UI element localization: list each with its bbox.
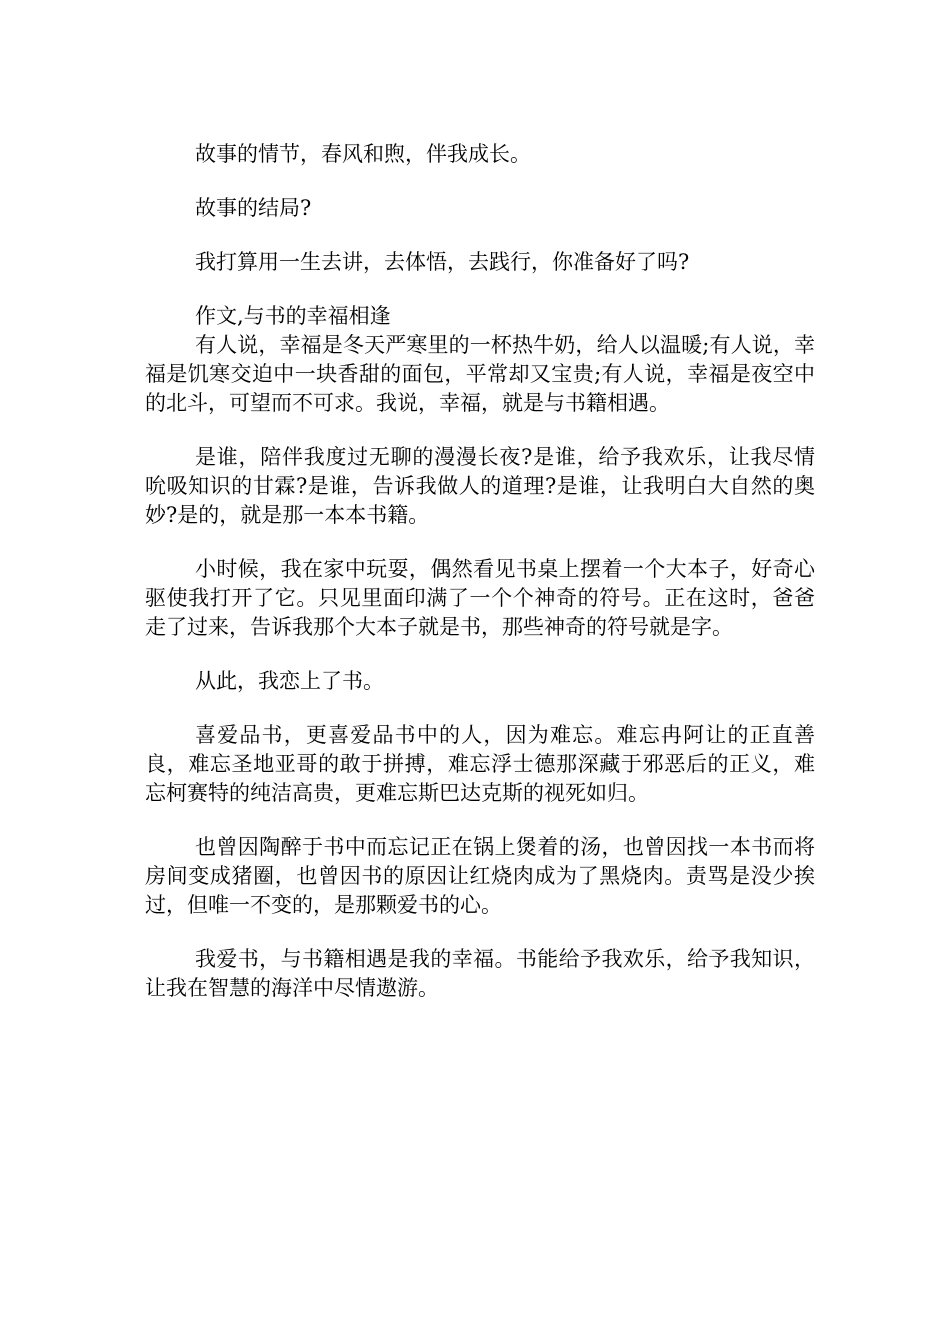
essay-title: 作文,与书的幸福相逢: [195, 304, 391, 328]
paragraph-childhood: 小时候，我在家中玩耍，偶然看见书桌上摆着一个大本子，好奇心驱使我打开了它。只见里面印满了一个个神奇的符号。正在这时，爸爸走了过来，告诉我那个大本子就是书，那些神奇的符号就是字。: [145, 557, 815, 639]
paragraph-story-plot: 故事的情节，春风和煦，伴我成长。: [195, 142, 531, 166]
paragraph-fell-in-love: 从此，我恋上了书。: [195, 669, 384, 693]
paragraph-anecdotes: 也曾因陶醉于书中而忘记正在锅上煲着的汤，也曾因找一本书而将房间变成猪圈，也曾因书的原因让红烧肉成为了黑烧肉。责骂是没少挨过，但唯一不变的，是那颗爱书的心。: [145, 835, 815, 917]
paragraph-story-ending: 故事的结局?: [195, 196, 312, 220]
paragraph-happiness: 有人说，幸福是冬天严寒里的一杯热牛奶，给人以温暖;有人说，幸福是饥寒交迫中一块香甜的面包，平常却又宝贵;有人说，幸福是夜空中的北斗，可望而不可求。我说，幸福，就是与书籍相遇。: [145, 333, 815, 415]
paragraph-life-plan: 我打算用一生去讲，去体悟，去践行，你准备好了吗?: [195, 250, 690, 274]
document-body: [145, 140, 815, 1028]
paragraph-who-accompanied: 是谁，陪伴我度过无聊的漫漫长夜?是谁，给予我欢乐，让我尽情吮吸知识的甘霖?是谁，告诉我做人的道理?是谁，让我明白大自然的奥妙?是的，就是那一本本书籍。: [145, 445, 815, 527]
paragraph-characters: 喜爱品书，更喜爱品书中的人，因为难忘。难忘冉阿让的正直善良，难忘圣地亚哥的敢于拼搏，难忘浮士德那深藏于邪恶后的正义，难忘柯赛特的纯洁高贵，更难忘斯巴达克斯的视死如归。: [145, 723, 815, 805]
paragraph-conclusion: 我爱书，与书籍相遇是我的幸福。书能给予我欢乐，给予我知识，让我在智慧的海洋中尽情遨游。: [145, 947, 815, 1000]
